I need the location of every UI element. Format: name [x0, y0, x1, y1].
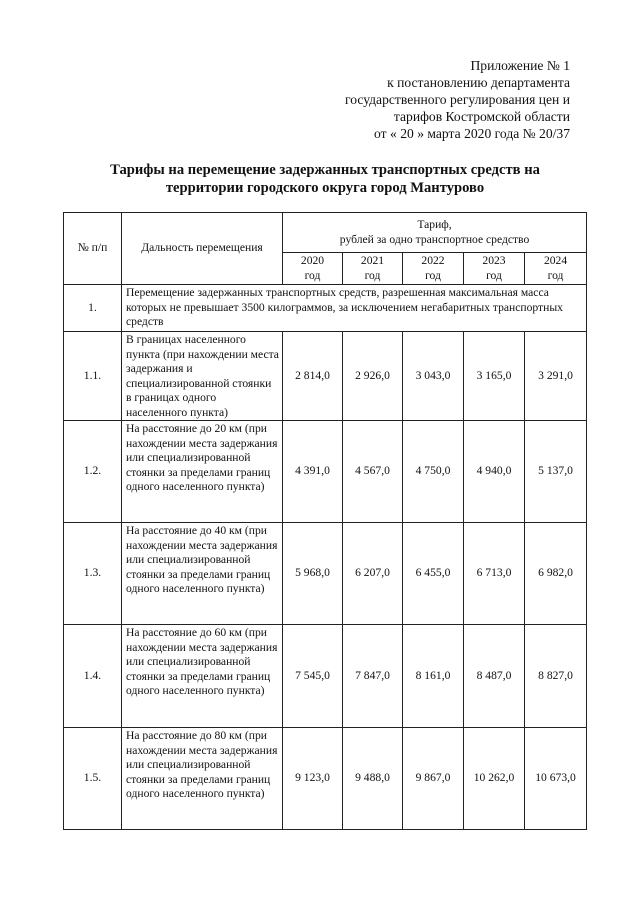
- row-value: 6 982,0: [525, 523, 587, 625]
- section-text: Перемещение задержанных транспортных средств, разрешенная максимальная масса которых не превышает 3500 килограммов, за исключением негабаритных транспортных средств: [122, 285, 587, 332]
- year-value: 2020: [300, 254, 325, 267]
- row-value: 5 137,0: [525, 421, 587, 523]
- year-unit: год: [304, 268, 321, 282]
- year-header: [343, 253, 403, 285]
- year-value: 2021: [360, 254, 385, 267]
- row-value: 6 713,0: [464, 523, 525, 625]
- year-unit: год: [547, 268, 564, 282]
- appendix-line: к постановлению департамента: [387, 75, 570, 90]
- row-value: 4 750,0: [403, 421, 464, 523]
- year-unit: год: [486, 268, 502, 282]
- row-value: 5 968,0: [283, 523, 343, 625]
- header-num: № п/п: [64, 213, 122, 285]
- table-row: [64, 421, 587, 523]
- row-value: 3 291,0: [525, 332, 587, 421]
- header-tariff: [283, 213, 587, 253]
- row-value: 4 940,0: [464, 421, 525, 523]
- year-value: 2022: [421, 254, 445, 267]
- row-value: 3 165,0: [464, 332, 525, 421]
- appendix-block: [345, 57, 570, 142]
- document-title: [60, 161, 590, 197]
- row-num: 1.4.: [64, 625, 122, 728]
- year-header: [525, 253, 587, 285]
- appendix-line: Приложение № 1: [470, 58, 570, 73]
- row-value: 10 673,0: [525, 728, 587, 830]
- row-desc: На расстояние до 80 км (при нахождении места задержания или специализированной стоянки за пределами границ одного населенного пункта): [122, 728, 283, 830]
- title-line: территории городского округа город Мантурово: [165, 180, 485, 196]
- section-num: 1.: [64, 285, 122, 332]
- year-value: 2024: [543, 254, 568, 267]
- row-desc: На расстояние до 40 км (при нахождении места задержания или специализированной стоянки за пределами границ одного населенного пункта): [122, 523, 283, 625]
- row-value: 6 455,0: [403, 523, 464, 625]
- row-desc: На расстояние до 20 км (при нахождении места задержания или специализированной стоянки за пределами границ одного населенного пункта): [122, 421, 283, 523]
- year-header: [283, 253, 343, 285]
- header-tariff-line: Тариф,: [417, 218, 452, 231]
- row-num: 1.3.: [64, 523, 122, 625]
- row-num: 1.2.: [64, 421, 122, 523]
- tariff-table: [63, 212, 587, 830]
- row-value: 4 391,0: [283, 421, 343, 523]
- row-value: 8 827,0: [525, 625, 587, 728]
- appendix-line: от « 20 » марта 2020 года № 20/37: [374, 126, 570, 141]
- row-value: 7 545,0: [283, 625, 343, 728]
- row-value: 4 567,0: [343, 421, 403, 523]
- header-tariff-line: рублей за одно транспортное средство: [339, 232, 530, 246]
- row-value: 8 487,0: [464, 625, 525, 728]
- appendix-line: тарифов Костромской области: [393, 109, 570, 124]
- row-desc: На расстояние до 60 км (при нахождении места задержания или специализированной стоянки за пределами границ одного населенного пункта): [122, 625, 283, 728]
- row-value: 7 847,0: [343, 625, 403, 728]
- row-value: 2 926,0: [343, 332, 403, 421]
- table-row: [64, 728, 587, 830]
- row-value: 9 867,0: [403, 728, 464, 830]
- row-value: 2 814,0: [283, 332, 343, 421]
- year-unit: год: [425, 268, 441, 282]
- table-row: [64, 523, 587, 625]
- row-value: 10 262,0: [464, 728, 525, 830]
- row-value: 8 161,0: [403, 625, 464, 728]
- year-header: [403, 253, 464, 285]
- row-value: 6 207,0: [343, 523, 403, 625]
- row-value: 3 043,0: [403, 332, 464, 421]
- row-value: 9 123,0: [283, 728, 343, 830]
- year-value: 2023: [482, 254, 506, 267]
- section-row: [64, 285, 587, 332]
- row-desc: В границах населенного пункта (при нахождении места задержания и специализированной стоянки в границах одного населенного пункта): [122, 332, 283, 421]
- title-line: Тарифы на перемещение задержанных транспортных средств на: [110, 162, 540, 178]
- year-unit: год: [364, 268, 381, 282]
- header-distance: Дальность перемещения: [122, 213, 283, 285]
- table-row: [64, 625, 587, 728]
- row-value: 9 488,0: [343, 728, 403, 830]
- row-num: 1.1.: [64, 332, 122, 421]
- row-num: 1.5.: [64, 728, 122, 830]
- table-row: [64, 332, 587, 421]
- appendix-line: государственного регулирования цен и: [344, 92, 570, 107]
- year-header: [464, 253, 525, 285]
